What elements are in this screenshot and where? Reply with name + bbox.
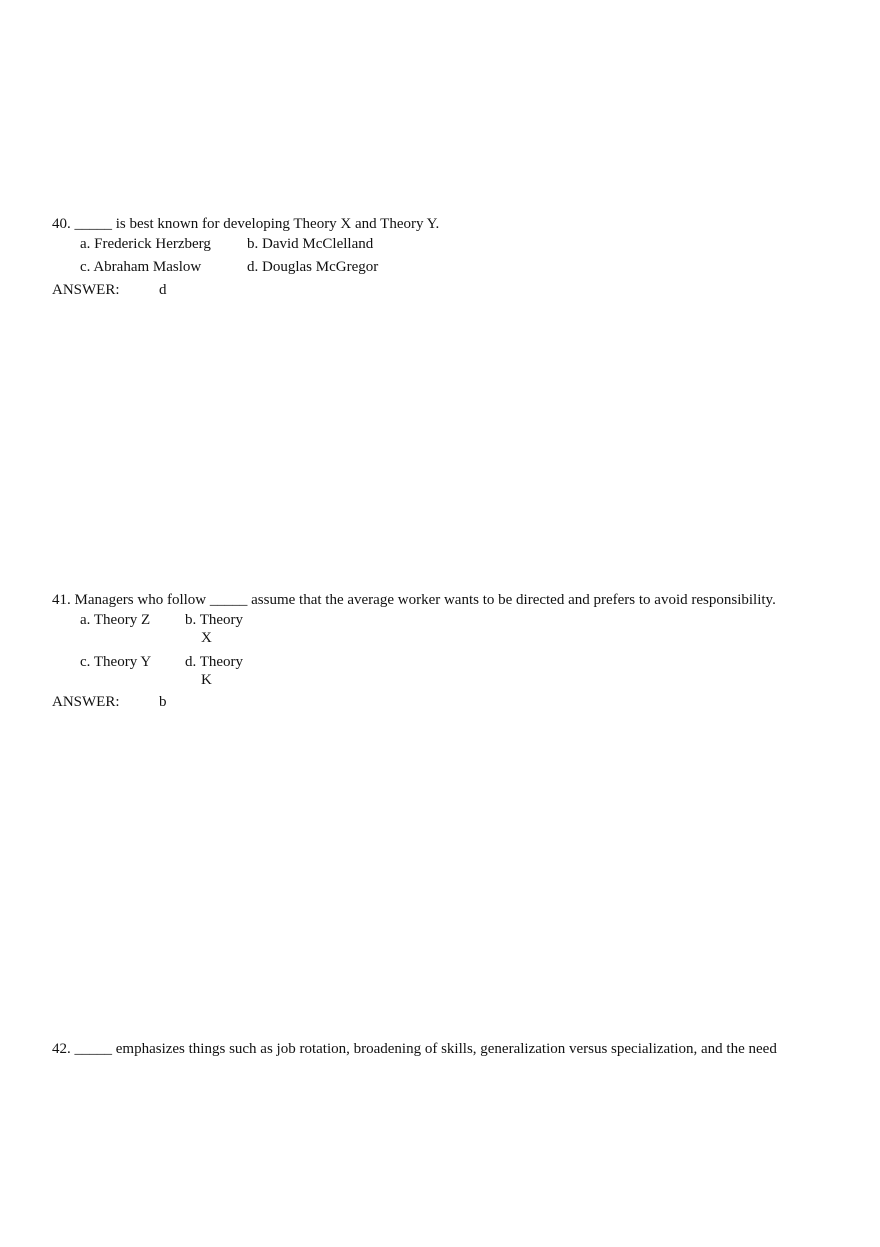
- question-40-option-b: b. David McClelland: [247, 236, 374, 252]
- question-40-option-d: d. Douglas McGregor: [247, 259, 379, 275]
- question-41-option-d-line2: K: [201, 672, 212, 688]
- question-40-stem: 40. _____ is best known for developing Theory X and Theory Y.: [52, 216, 440, 232]
- question-41-option-b-line2: X: [201, 630, 212, 646]
- question-40-option-c: c. Abraham Maslow: [80, 259, 202, 275]
- question-40-answer-label: ANSWER:: [52, 282, 120, 298]
- question-42-stem: 42. _____ emphasizes things such as job rotation, broadening of skills, generalization versus specialization, and the need: [52, 1041, 777, 1057]
- question-41-answer-label: ANSWER:: [52, 694, 120, 710]
- question-41-stem: 41. Managers who follow _____ assume that the average worker wants to be directed and prefers to avoid responsibility.: [52, 592, 776, 608]
- question-41-option-d-line1: d. Theory: [185, 654, 244, 670]
- question-41-option-a: a. Theory Z: [80, 612, 151, 628]
- question-41-option-c: c. Theory Y: [80, 654, 152, 670]
- question-41-option-b-line1: b. Theory: [185, 612, 244, 628]
- question-41-answer-value: b: [159, 694, 167, 710]
- question-40-answer-value: d: [159, 282, 167, 298]
- question-40-option-a: a. Frederick Herzberg: [80, 236, 211, 252]
